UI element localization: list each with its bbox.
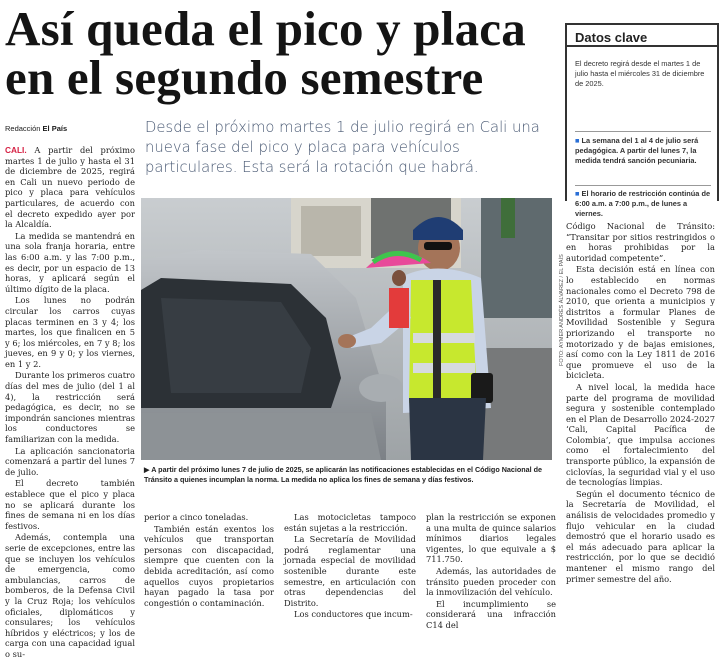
article-column-3	[284, 512, 416, 621]
photo-credit: FOTO: AYMER ANDRÉS ÁLVAREZ / EL PAÍS	[559, 254, 565, 366]
byline	[5, 124, 67, 133]
caption-arrow-icon: ▶	[144, 465, 150, 474]
paragraph: plan la restricción se exponen a una multa de quince salarios mínimos diarios legales vigentes, lo que equivale a $ 711.750.	[426, 512, 556, 565]
paragraph: La aplicación sancionatoria comenzará a partir del lunes 7 de julio.	[5, 445, 135, 477]
paragraph: CALI. A partir del próximo martes 1 de julio y hasta el 31 de diciembre de 2025, regirá en Cali un nuevo periodo de pico y placa para vehículos particulares, de acuerdo con el decreto expedido ayer por la Alcaldía.	[5, 145, 135, 230]
paragraph: Además, las autoridades de tránsito pueden proceder con la inmovilización del vehículo.	[426, 565, 556, 598]
divider	[575, 131, 711, 132]
paragraph: La Secretaría de Movilidad podrá reglamentar una jornada especial de movilidad sostenible durante este semestre, en articulación con otras dependencias del Distrito.	[284, 534, 416, 608]
paragraph: Durante los primeros cuatro días del mes de julio (del 1 al 4), la restricción será pedagógica, es decir, no se impondrán sanciones mientras los conductores se familiarizan con la medida.	[5, 370, 135, 445]
paragraph: Los lunes no podrán circular los carros cuyas placas terminen en 3 y 4; los martes, los que finalicen en 5 y 6; los miércoles, en 7 y 8; los jueves, en 9 y 0; y los viernes, en 1 y 2.	[5, 295, 135, 369]
byline-label: Redacción	[5, 124, 41, 133]
photo-caption: ▶ A partir del próximo lunes 7 de julio de 2025, se aplicarán las notificaciones establecidas en el Código Nacional de Tránsito a quienes incumplan la norma. La medida no aplica los fines de semana y días festivos.	[144, 465, 543, 484]
headline	[5, 1, 565, 105]
paragraph: Código Nacional de Tránsito: “Transitar por sitios restringidos o en horas prohibidas por la autoridad competente”.	[566, 221, 715, 263]
news-photo	[141, 198, 552, 460]
article-column-4	[426, 512, 556, 632]
traffic-officer-photo	[141, 198, 552, 460]
paragraph: Además, contempla una serie de excepciones, entre las que se incluyen los vehículos de emergencia, como ambulancias, carros de bomberos, de la Defensa Civil y la Cruz Roja; los vehículos oficiales, diplomáticos y consulares; los vehículos híbridos y eléctricos; y los de carga con una capacidad igual o su-	[5, 532, 135, 659]
paragraph: El incumplimiento se considerará una infracción C14 del	[426, 598, 556, 630]
article-column-5	[566, 221, 715, 585]
paragraph: Las motocicletas tampoco están sujetas a la restricción.	[284, 512, 416, 533]
byline-name: El País	[42, 124, 68, 133]
key-facts-box	[565, 23, 719, 218]
article-column-1	[5, 145, 135, 661]
paragraph: perior a cinco toneladas.	[144, 512, 249, 522]
key-fact-item: ■ El horario de restricción continúa de 6:00 a.m. a 7:00 p.m., de lunes a viernes.	[575, 189, 711, 218]
key-fact-item: ■ La semana del 1 al 4 de julio será pedagógica. A partir del lunes 7, la medida tendrá sanción pecuniaria.	[575, 136, 699, 165]
paragraph: Según el documento técnico de la Secretaría de Movilidad, el análisis de velocidades promedio y flujo vehicular en la ciudad demostró que el horario usado es el más adecuado para aplicar la restricción, por lo que se decidió mantener el mismo rango del primer semestre del año.	[566, 488, 715, 584]
paragraph: La medida se mantendrá en una sola franja horaria, entre las 6:00 a.m. y las 7:00 p.m., es decir, por un espacio de 13 horas, y aplicará según el último dígito de la placa.	[5, 230, 135, 294]
paragraph: El decreto también establece que el pico y placa no se aplicará durante los fines de semana ni en los días festivos.	[5, 478, 135, 531]
bullet-icon: ■	[575, 189, 580, 198]
article-column-2	[144, 512, 274, 609]
lede: Desde el próximo martes 1 de julio regirá en Cali una nueva fase del pico y placa para vehículos particulares. Esta será la rotación que habrá.	[145, 119, 540, 176]
bullet-icon: ■	[575, 136, 580, 145]
headline-line-2: en el segundo semestre	[5, 50, 484, 105]
key-fact-item: El decreto regirá desde el martes 1 de julio hasta el miércoles 31 de diciembre de 2025.	[575, 59, 705, 88]
dateline: CALI.	[5, 145, 27, 155]
divider	[575, 185, 711, 186]
paragraph: Esta decisión está en línea con lo establecido en normas nacionales como el Decreto 798 de 2010, que orienta a municipios y distritos a formular Planes de Movilidad Sostenible y Segura priorizando el transporte no motorizado y de bajas emisiones, así como con la Ley 1811 de 2016 que promueve el uso de la bicicleta.	[566, 264, 715, 381]
key-facts-title: Datos clave	[567, 25, 717, 47]
headline-line-1: Así queda el pico y placa	[5, 1, 526, 56]
paragraph: También están exentos los vehículos que transportan personas con discapacidad, siempre que cuenten con la debida acreditación, así como aquellos cuyos propietarios hayan pagado la tasa por congestión o contaminación.	[144, 523, 274, 608]
paragraph: A nivel local, la medida hace parte del programa de movilidad segura y sostenible contemplado en el Plan de Desarrollo 2024-2027 ‘Cali, Capital Pacífica de Colombia’, que impulsa acciones como el fortalecimiento del transporte público, la expansión de ciclovías, la seguridad vial y el uso de tecnologías limpias.	[566, 381, 715, 488]
paragraph: Los conductores que incum-	[294, 609, 413, 620]
